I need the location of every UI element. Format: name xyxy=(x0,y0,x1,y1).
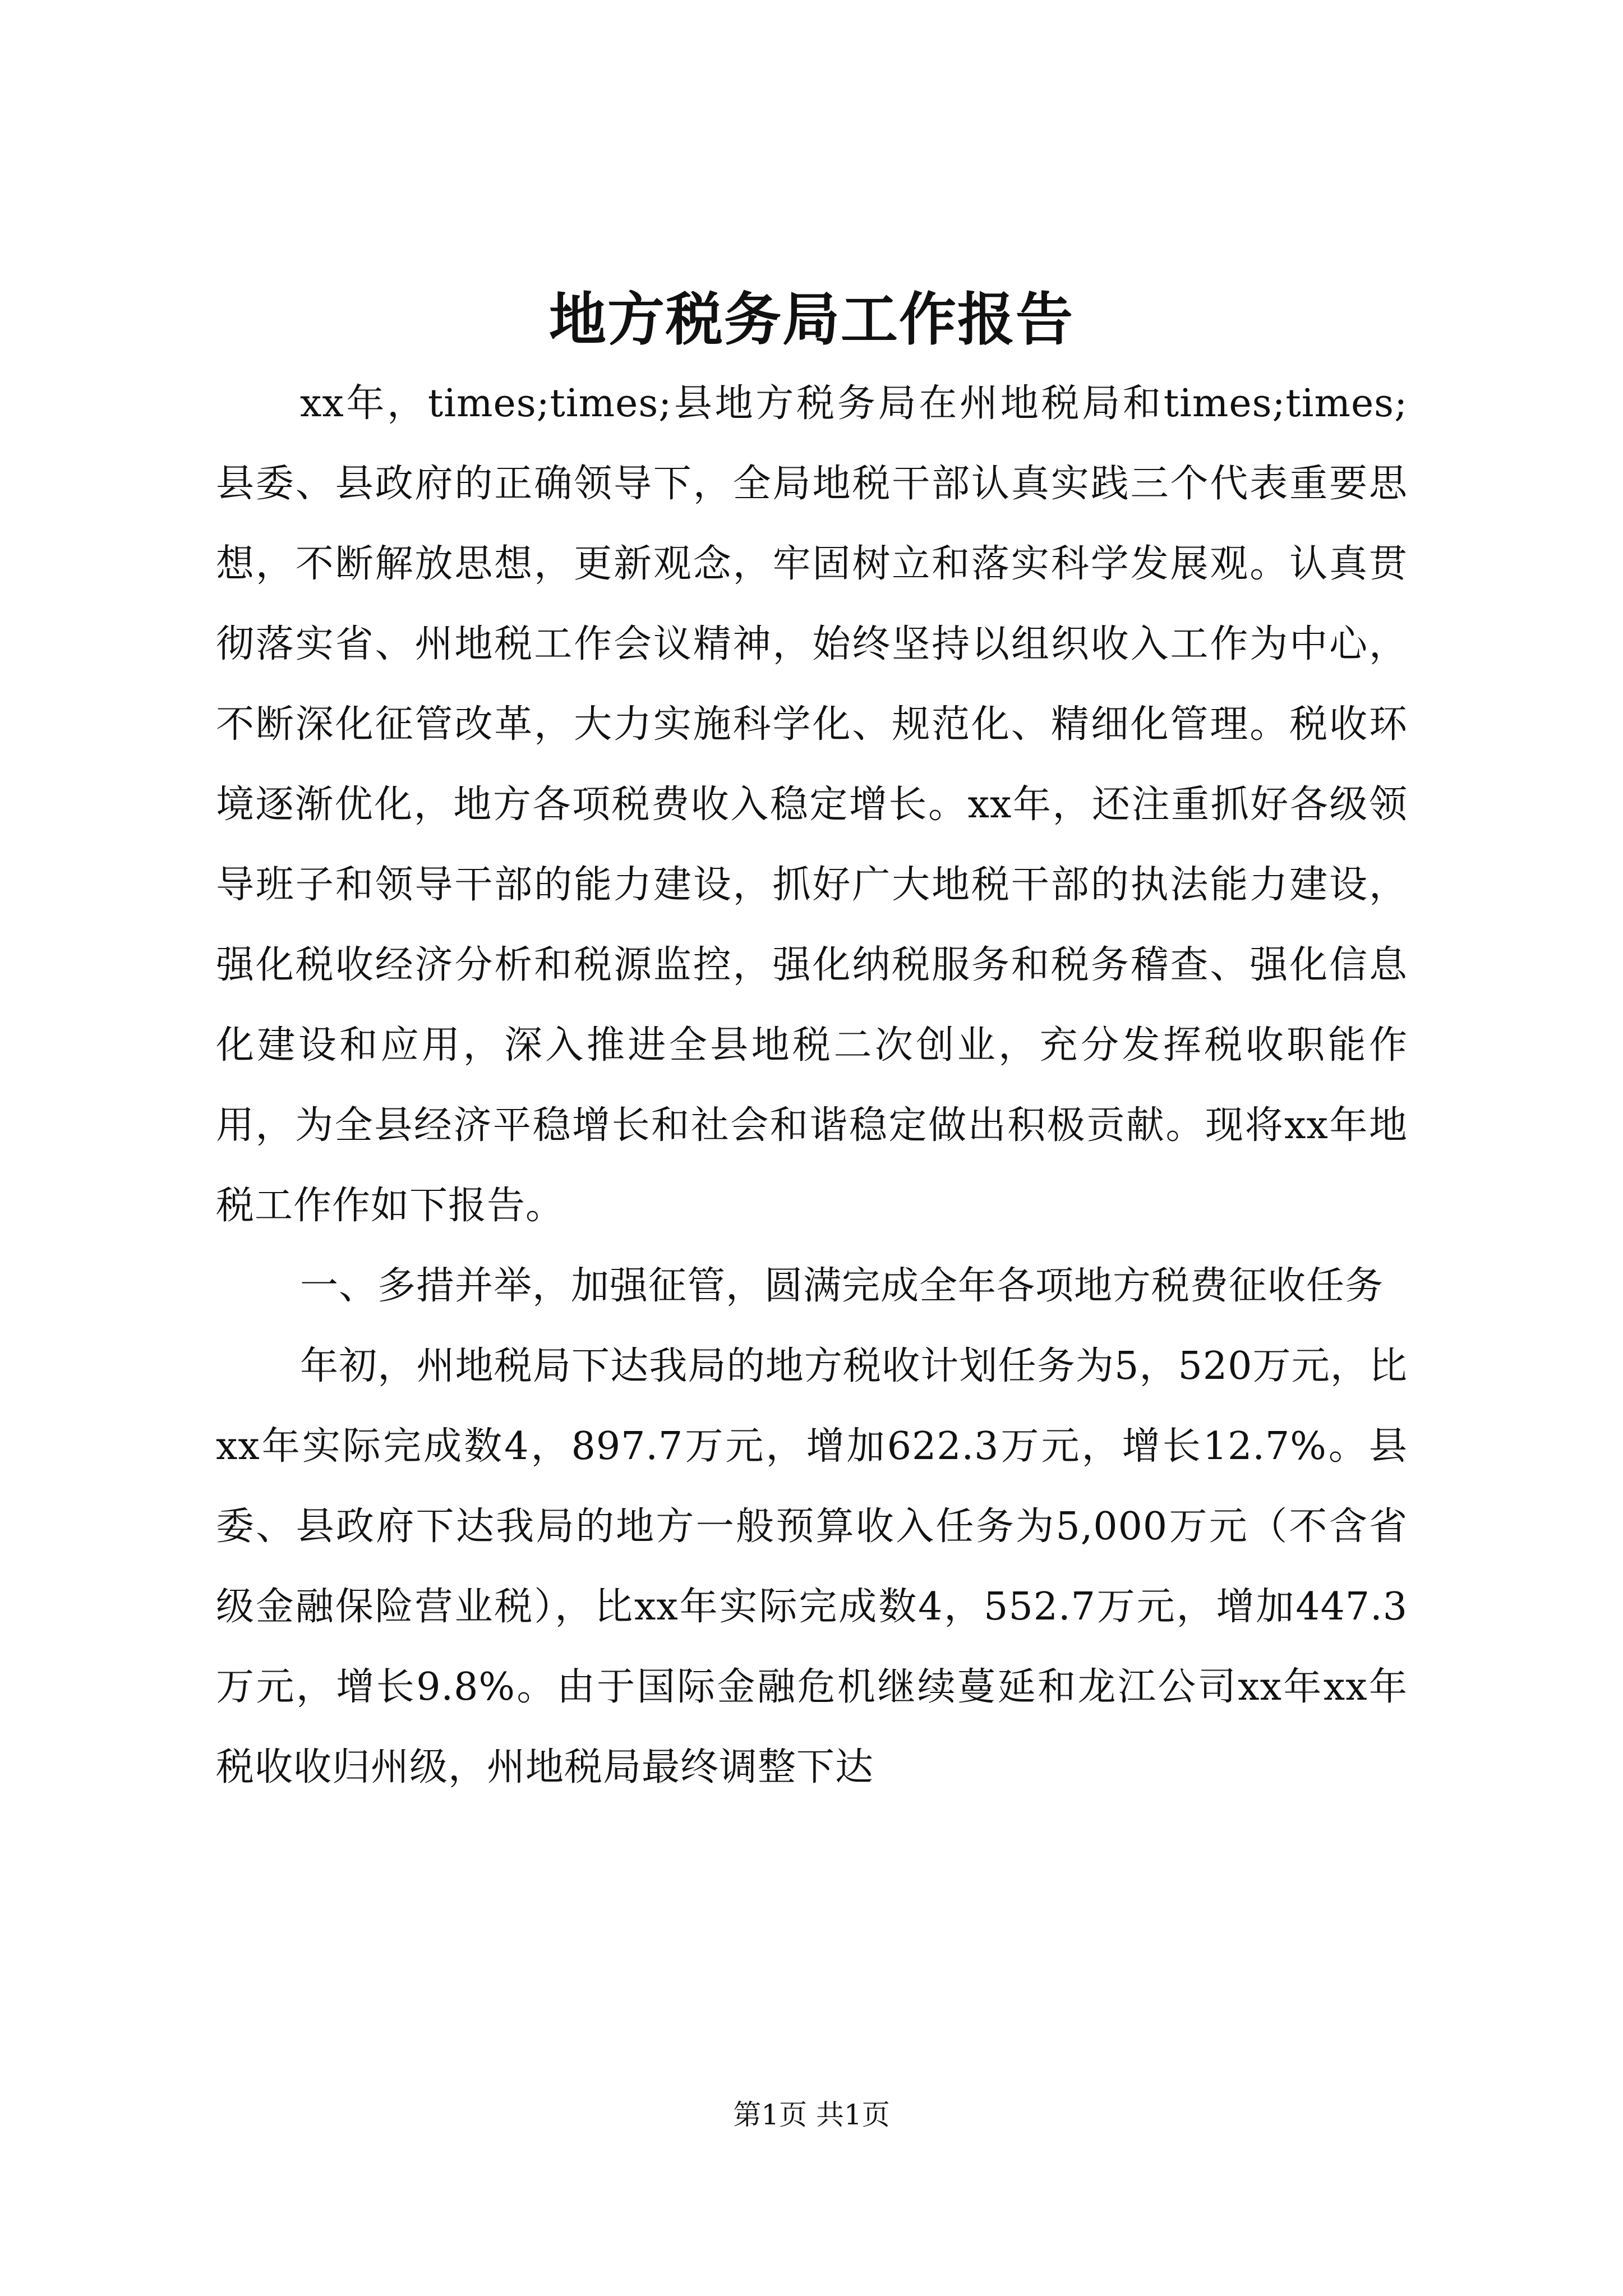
document-body xyxy=(216,364,1408,1807)
page-footer: 第1页 共1页 xyxy=(733,2099,890,2131)
paragraph-section-heading: 一、多措并举，加强征管，圆满完成全年各项地方税费征收任务 xyxy=(300,1264,1384,1308)
paragraph-intro: xx年，times;times;县地方税务局在州地税局和times;times;县委、县政府的正确领导下，全局地税干部认真实践三个代表重要思想，不断解放思想，更新观念，牢固树立和落实科学发展观。认真贯彻落实省、州地税工作会议精神，始终坚持以组织收入工作为中心，不断深化征管改革，大力实施科学化、规范化、精细化管理。税收环境逐渐优化，地方各项税费收入稳定增长。xx年，还注重抓好各级领导班子和领导干部的能力建设，抓好广大地税干部的执法能力建设，强化税收经济分析和税源监控，强化纳税服务和税务稽查、强化信息化建设和应用，深入推进全县地税二次创业，充分发挥税收职能作用，为全县经济平稳增长和社会和谐稳定做出积极贡献。现将xx年地税工作作如下报告。 xyxy=(216,381,1408,1228)
paragraph-tax-targets: 年初，州地税局下达我局的地方税收计划任务为5，520万元，比xx年实际完成数4，897.7万元，增加622.3万元，增长12.7%。县委、县政府下达我局的地方一般预算收入任务为5,000万元（不含省级金融保险营业税），比xx年实际完成数4，552.7万元，增加447.3万元，增长9.8%。由于国际金融危机继续蔓延和龙江公司xx年xx年税收收归州级，州地税局最终调整下达 xyxy=(216,1344,1408,1789)
document-title: 地方税务局工作报告 xyxy=(549,286,1074,353)
